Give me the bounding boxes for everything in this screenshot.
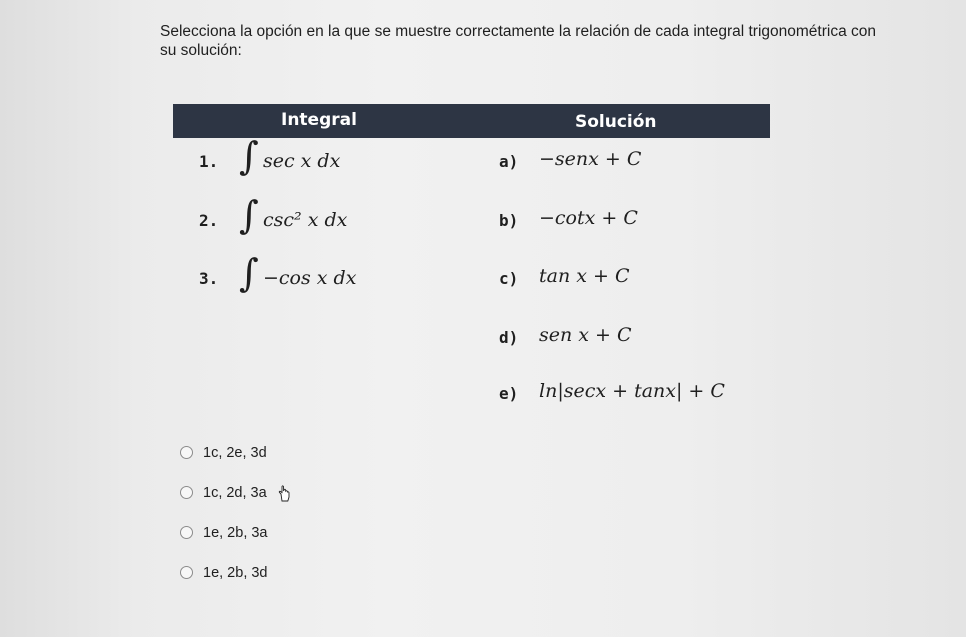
solution-letter: e) — [499, 384, 519, 403]
integral-number: 1. — [199, 152, 219, 171]
integral-sign-icon: ∫ — [239, 134, 259, 178]
option-label[interactable]: 1e, 2b, 3d — [203, 565, 268, 581]
solution-letter: b) — [499, 211, 519, 230]
table-row — [173, 134, 770, 184]
integral-expression: sec x dx — [263, 150, 341, 172]
table-row — [173, 251, 770, 301]
header-solucion: Solución — [575, 112, 657, 132]
radio-button-icon[interactable] — [180, 446, 193, 459]
integral-solution-table — [173, 104, 770, 403]
radio-button-icon[interactable] — [180, 526, 193, 539]
integral-expression: −cos x dx — [263, 267, 357, 289]
solution-letter: a) — [499, 152, 519, 171]
hand-pointer-cursor-icon — [277, 484, 293, 502]
integral-number: 3. — [199, 269, 219, 288]
answer-option[interactable] — [180, 444, 320, 466]
solution-expression: −senx + C — [539, 148, 642, 170]
solution-expression: ln|secx + tanx| + C — [539, 380, 725, 402]
option-label[interactable]: 1c, 2d, 3a — [203, 485, 267, 501]
option-label[interactable]: 1c, 2e, 3d — [203, 445, 267, 461]
option-label[interactable]: 1e, 2b, 3a — [203, 525, 268, 541]
solution-expression: −cotx + C — [539, 207, 638, 229]
integral-expression: csc² x dx — [263, 209, 348, 231]
solution-expression: sen x + C — [539, 324, 632, 346]
table-row — [173, 376, 770, 416]
solution-letter: c) — [499, 269, 519, 288]
integral-number: 2. — [199, 211, 219, 230]
radio-button-icon[interactable] — [180, 566, 193, 579]
table-row — [173, 193, 770, 243]
answer-option[interactable] — [180, 484, 320, 506]
question-text: Selecciona la opción en la que se muestre correctamente la relación de cada integral trigonométrica con su solución: — [160, 23, 876, 59]
solution-letter: d) — [499, 328, 519, 347]
radio-button-icon[interactable] — [180, 486, 193, 499]
solution-expression: tan x + C — [539, 265, 630, 287]
answer-option[interactable] — [180, 564, 320, 586]
answer-option[interactable] — [180, 524, 320, 546]
integral-sign-icon: ∫ — [239, 251, 259, 295]
integral-sign-icon: ∫ — [239, 193, 259, 237]
header-integral: Integral — [281, 110, 357, 130]
table-row — [173, 320, 770, 360]
table-header — [173, 104, 770, 138]
